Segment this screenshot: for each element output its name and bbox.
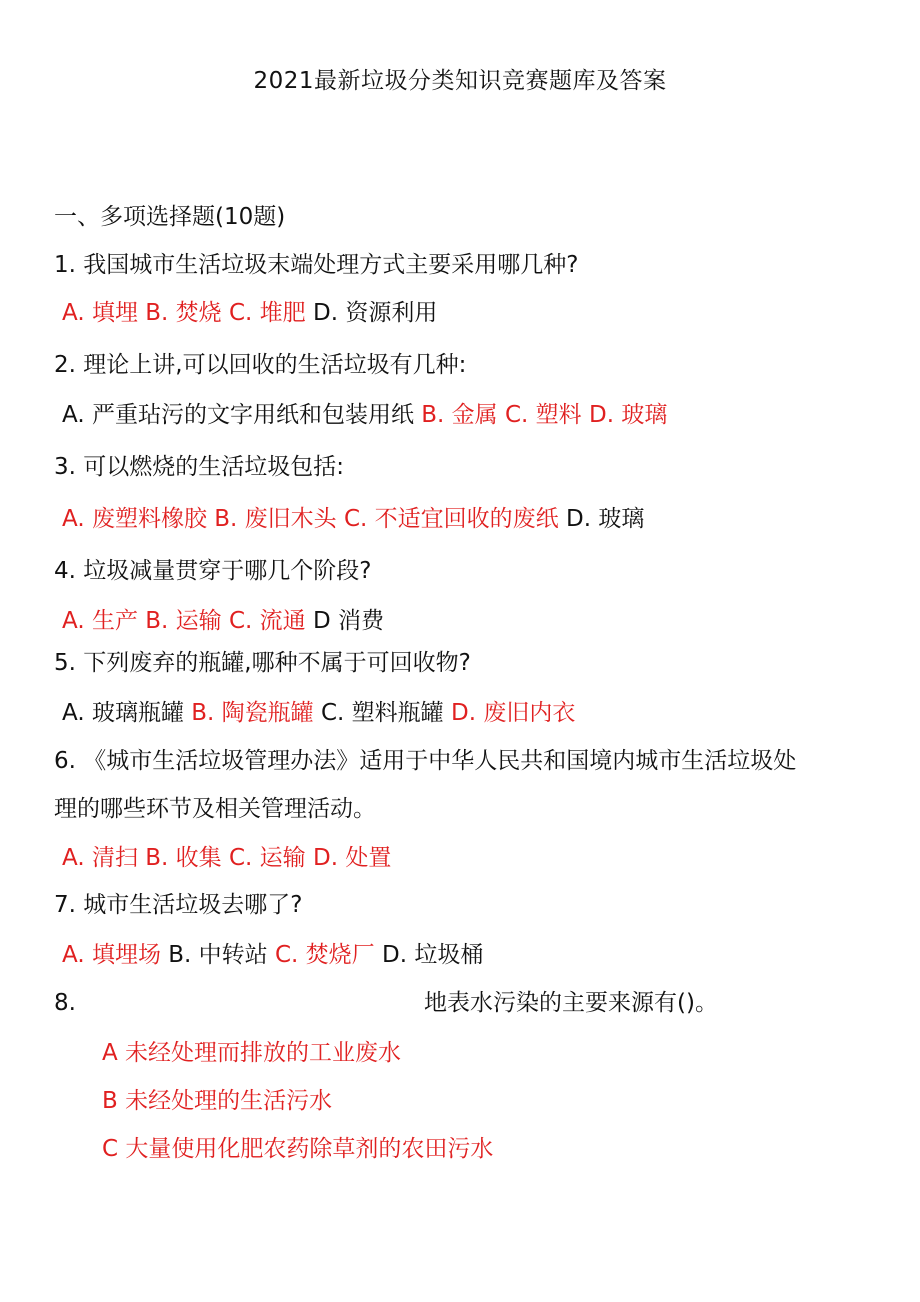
option: A 未经处理而排放的工业废水 — [102, 1040, 402, 1066]
question-8-number: 8. — [54, 990, 76, 1016]
option: B. 陶瓷瓶罐 — [183, 700, 314, 726]
option: B 未经处理的生活污水 — [102, 1088, 333, 1114]
question-5: 5. 下列废弃的瓶罐,哪种不属于可回收物? — [54, 650, 471, 676]
option: D. 玻璃 — [558, 506, 645, 532]
option: D. 垃圾桶 — [374, 942, 484, 968]
option: B. 焚烧 — [137, 300, 222, 326]
option: D. 玻璃 — [581, 402, 668, 428]
option: C. 流通 — [221, 608, 306, 634]
options-2 — [62, 400, 667, 430]
option: C. 不适宜回收的废纸 — [336, 506, 559, 532]
option: D. 资源利用 — [305, 300, 438, 326]
option: C. 焚烧厂 — [267, 942, 375, 968]
question-1: 1. 我国城市生活垃圾末端处理方式主要采用哪几种? — [54, 252, 579, 278]
question-6: 6. 《城市生活垃圾管理办法》适用于中华人民共和国境内城市生活垃圾处 — [54, 748, 797, 774]
option: A. 废塑料橡胶 — [62, 506, 207, 532]
option: A. 玻璃瓶罐 — [62, 700, 184, 726]
options-4 — [62, 606, 384, 636]
page-title: 2021最新垃圾分类知识竞赛题库及答案 — [253, 68, 667, 94]
option: C. 塑料 — [497, 402, 582, 428]
option: A. 填埋场 — [62, 942, 161, 968]
option: B. 收集 — [137, 845, 222, 871]
section-heading: 一、多项选择题(10题) — [54, 204, 286, 230]
option: A. 严重玷污的文字用纸和包装用纸 — [62, 402, 414, 428]
option: C. 堆肥 — [221, 300, 306, 326]
options-6 — [62, 843, 391, 873]
option: C. 运输 — [221, 845, 306, 871]
option: C. 塑料瓶罐 — [313, 700, 444, 726]
option: A. 清扫 — [62, 845, 138, 871]
options-5 — [62, 698, 575, 728]
question-4: 4. 垃圾减量贯穿于哪几个阶段? — [54, 558, 372, 584]
options-1 — [62, 298, 437, 328]
option: D. 处置 — [305, 845, 392, 871]
option: D 消费 — [305, 608, 385, 634]
question-2: 2. 理论上讲,可以回收的生活垃圾有几种: — [54, 352, 467, 378]
options-3 — [62, 504, 644, 534]
option: B. 金属 — [413, 402, 498, 428]
options-7 — [62, 940, 483, 970]
question-3: 3. 可以燃烧的生活垃圾包括: — [54, 454, 345, 480]
option: B. 废旧木头 — [206, 506, 337, 532]
option: B. 运输 — [137, 608, 222, 634]
question-8: 地表水污染的主要来源有()。 — [424, 990, 718, 1016]
question-6-cont: 理的哪些环节及相关管理活动。 — [54, 796, 376, 822]
option: D. 废旧内衣 — [443, 700, 576, 726]
option: C 大量使用化肥农药除草剂的农田污水 — [102, 1136, 494, 1162]
option: B. 中转站 — [160, 942, 268, 968]
option: A. 填埋 — [62, 300, 138, 326]
question-7: 7. 城市生活垃圾去哪了? — [54, 892, 303, 918]
option: A. 生产 — [62, 608, 138, 634]
